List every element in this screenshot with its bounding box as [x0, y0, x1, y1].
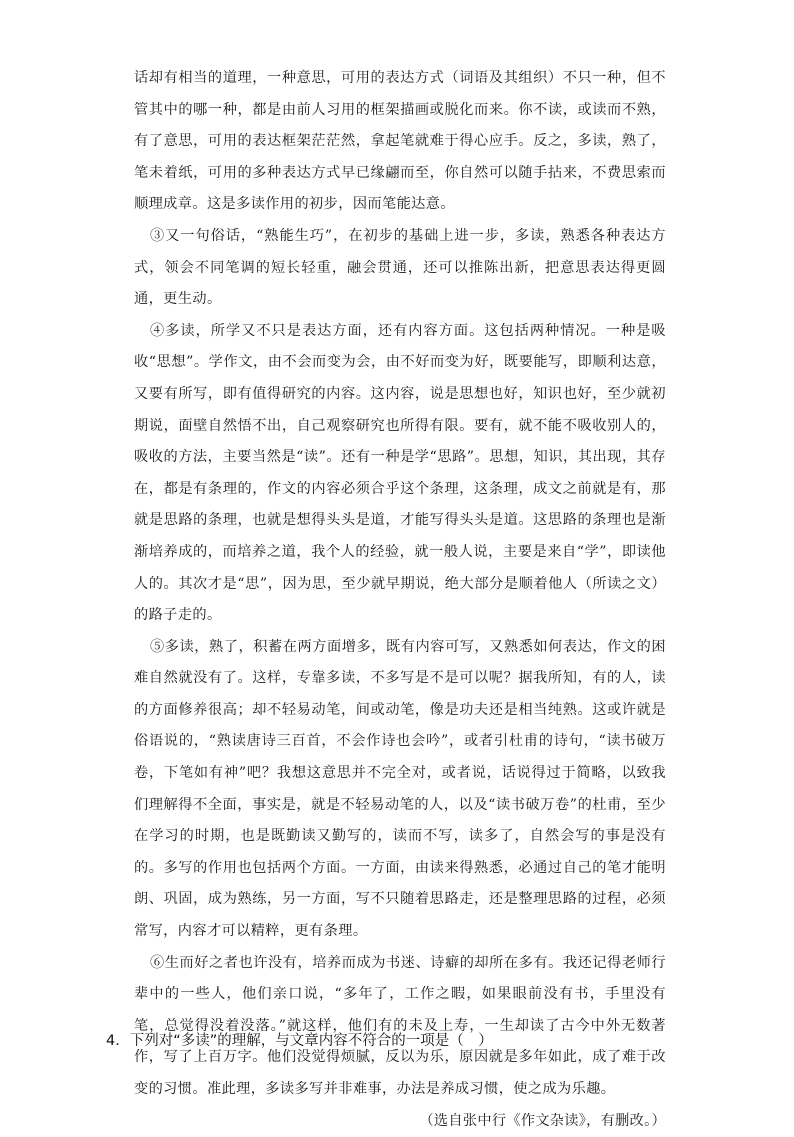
paragraph-6: ⑥生而好之者也许没有，培养而成为书迷、诗癖的却所在多有。我还记得老师行辈中的一些人，他们亲口说，“多年了，工作之暇，如果眼前没有书，手里没有笔，总觉得没着没落。”就这样，他们有的未及上寿，一生却读了古今中外无数著作，写了上百万字。他们没觉得烦腻，反以为乐，原因就是多年如此，成了难于改变的习惯。准此理，多读多写并非难事，办法是养成习惯，使之成为乐趣。	[134, 954, 666, 1097]
paragraph-5: ⑤多读，熟了，积蓄在两方面增多，既有内容可写，又熟悉如何表达，作文的困难自然就没有了。这样，专靠多读，不多写是不是可以呢？据我所知，有的人，读的方面修养很高；却不轻易动笔，间或动笔，像是功夫还是相当纯熟。这或许就是俗语说的，“熟读唐诗三百首，不会作诗也会吟”，或者引杜甫的诗句，“读书破万卷，下笔如有神”吧？我想这意思并不完全对，或者说，话说得过于简略，以致我们理解得不全面，事实是，就是不轻易动笔的人，以及“读书破万卷”的杜甫，至少在学习的时期，也是既勤读又勤写的，读而不写，读多了，自然会写的事是没有的。多写的作用也包括两个方面。一方面，由读来得熟悉，必通过自己的笔才能明朗、巩固，成为熟练，另一方面，写不只随着思路走，还是整理思路的过程，必须常写，内容才可以精粹，更有条理。	[134, 638, 666, 940]
question-4: 4．下列对“多读”的理解，与文章内容不符合的一项是（ ）	[106, 1033, 493, 1049]
paragraph-3: ③又一句俗话，“熟能生巧”，在初步的基础上进一步，多读，熟悉各种表达方式，领会不同笔调的短长轻重，融会贯通，还可以推陈出新，把意思表达得更圆通，更生动。	[134, 227, 666, 308]
article-source: （选自张中行《作文杂读》，有删改。）	[419, 1112, 666, 1129]
article-body	[134, 63, 666, 1137]
paragraph-4: ④多读，所学又不只是表达方面，还有内容方面。这包括两种情况。一种是吸收“思想”。学作文，由不会而变为会，由不好而变为好，既要能写，即顺利达意，又要有所写，即有值得研究的内容。这内容，说是思想也好，知识也好，至少就初期说，面壁自然悟不出，自己观察研究也所得有限。要有，就不能不吸收别人的，吸收的方法，主要当然是“读”。还有一种是学“思路”。思想，知识，其出现，其存在，都是有条理的，作文的内容必须合乎这个条理，这条理，成文之前就是有，那就是思路的条理，也就是想得头头是道，才能写得头头是道。这思路的条理也是渐渐培养成的，而培养之道，我个人的经验，就一般人说，主要是来自“学”，即读他人的。其次才是“思”，因为思，至少就早期说，绝大部分是顺着他人（所读之文）的路子走的。	[134, 322, 666, 624]
paragraph-continuation: 话却有相当的道理，一种意思，可用的表达方式（词语及其组织）不只一种，但不管其中的哪一种，都是由前人习用的框架描画或脱化而来。你不读，或读而不熟，有了意思，可用的表达框架茫茫然，拿起笔就难于得心应手。反之，多读，熟了，笔未着纸，可用的多种表达方式早已缘翩而至，你自然可以随手拈来，不费思索而顺理成章。这是多读作用的初步，因而笔能达意。	[134, 70, 666, 213]
